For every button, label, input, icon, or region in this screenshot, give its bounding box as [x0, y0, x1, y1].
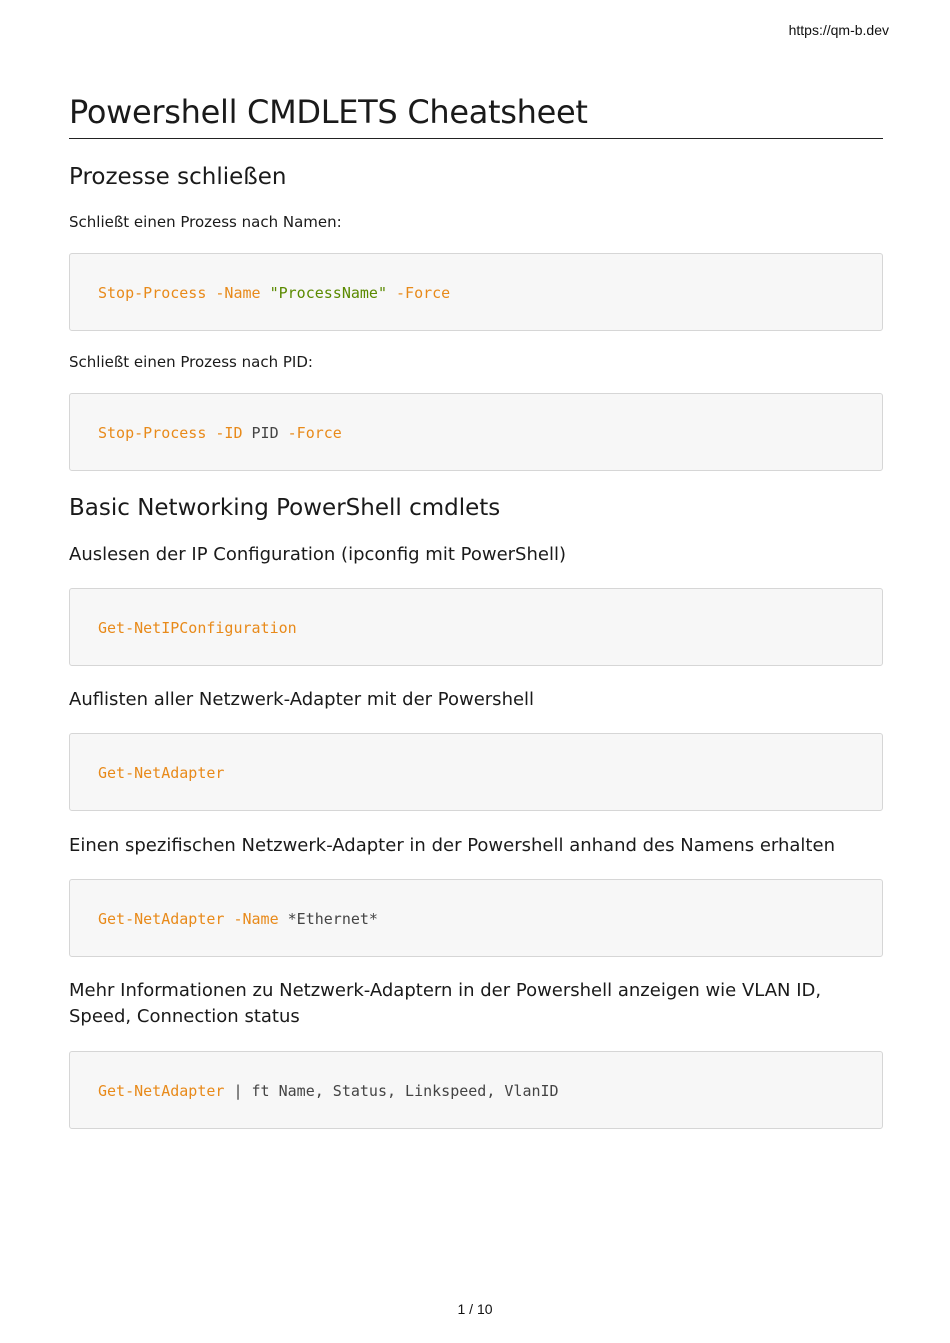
- code-block-list-adapters: [69, 733, 883, 811]
- code-token: "ProcessName": [269, 284, 387, 302]
- item-label-list-adapters: Auflisten aller Netzwerk-Adapter mit der Powershell: [69, 689, 535, 710]
- code-token: Get-NetAdapter -Name: [98, 910, 288, 928]
- code-block-stop-by-pid: [69, 393, 883, 471]
- code-token: Get-NetAdapter: [98, 1082, 225, 1100]
- code-token: PID: [251, 424, 279, 442]
- section-heading-networking: Basic Networking PowerShell cmdlets: [69, 495, 501, 521]
- item-label-adapter-details: Mehr Informationen zu Netzwerk-Adaptern in der Powershell anzeigen wie VLAN ID, Speed, Connection status: [69, 980, 822, 1027]
- section-heading-prozesse: Prozesse schließen: [69, 164, 287, 190]
- code-token: | ft Name, Status, Linkspeed, VlanID: [224, 1082, 559, 1100]
- page-number: 1 / 10: [457, 1301, 493, 1317]
- source-url[interactable]: https://qm-b.dev: [788, 22, 889, 38]
- code-block-adapter-by-name: [69, 879, 883, 957]
- item-label-ipconfig: Auslesen der IP Configuration (ipconfig mit PowerShell): [69, 544, 566, 565]
- code-token: Stop-Process -Name: [98, 284, 270, 302]
- code-block-adapter-details: [69, 1051, 883, 1129]
- item-label-stop-by-name: Schließt einen Prozess nach Namen:: [69, 213, 342, 231]
- code-token: -Force: [278, 424, 342, 442]
- code-token: Stop-Process -ID: [98, 424, 252, 442]
- code-token: Get-NetIPConfiguration: [98, 619, 297, 637]
- item-label-adapter-by-name: Einen spezifischen Netzwerk-Adapter in der Powershell anhand des Namens erhalten: [69, 835, 835, 856]
- code-token: Get-NetAdapter: [98, 764, 225, 782]
- page-title: Powershell CMDLETS Cheatsheet: [69, 90, 883, 139]
- code-block-stop-by-name: [69, 253, 883, 331]
- code-block-ipconfig: [69, 588, 883, 666]
- code-token: -Force: [387, 284, 451, 302]
- code-token: *Ethernet*: [287, 910, 378, 928]
- item-label-stop-by-pid: Schließt einen Prozess nach PID:: [69, 353, 313, 371]
